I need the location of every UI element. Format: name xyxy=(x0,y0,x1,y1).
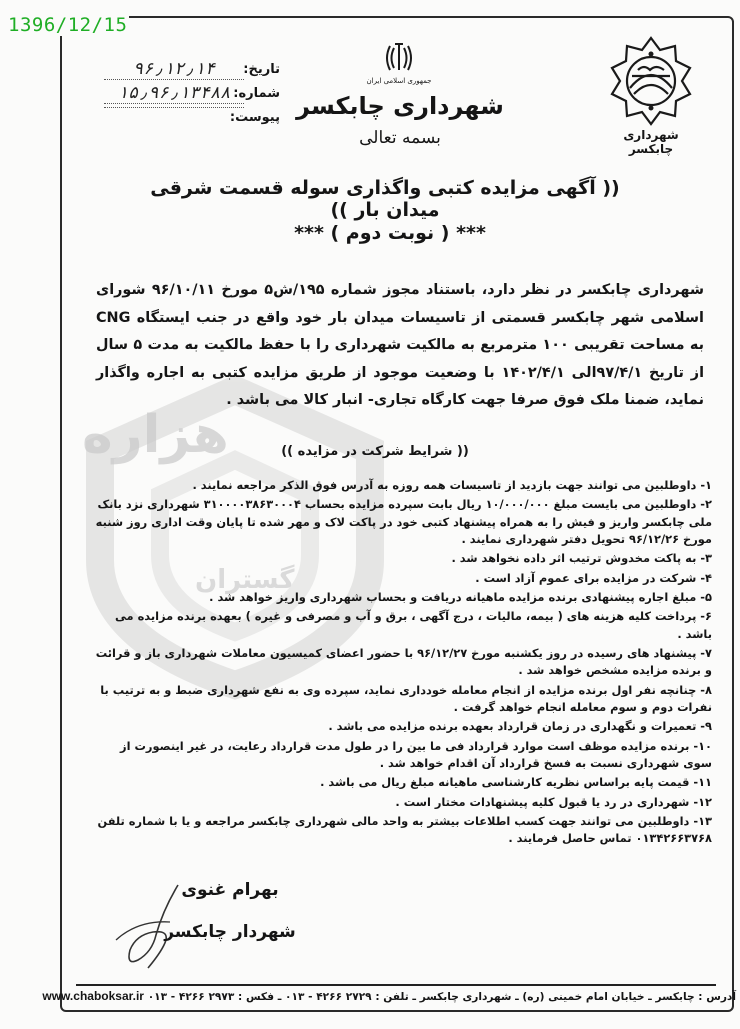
condition-item: ۱۳- داوطلبین می توانند جهت کسب اطلاعات بیشتر به واحد مالی شهرداری چابکسر مراجعه و یا با شماره تلفن ۰۱۳۴۲۶۶۳۷۶۸ تماس حاصل فرمایند . xyxy=(97,813,712,846)
scan-date-stamp: 1396/12/15 xyxy=(8,14,128,36)
footer-divider xyxy=(76,984,716,986)
condition-item: ۹- تعمیرات و نگهداری در زمان قرارداد بعهده برنده مزایده می باشد . xyxy=(328,719,712,734)
date-field xyxy=(80,59,280,84)
condition-item: ۱۲- شهرداری در رد یا قبول کلیه پیشنهادات مختار است . xyxy=(395,794,712,809)
date-value: ۹۶٫۱۲٫۱۴ xyxy=(104,59,244,80)
condition-item: ۷- پیشنهاد های رسیده در روز یکشنبه مورخ ۹۶/۱۲/۲۷ با حضور اعضای کمیسیون معاملات شهرداری باز و قرائت و برنده مزایده مشخص خواهد شد . xyxy=(95,645,712,678)
emblem-caption: جمهوری اسلامی ایران xyxy=(366,77,432,85)
number-value: ۱۵٫۹۶٫۱۳۴۸۸ xyxy=(104,83,244,104)
basmala: بسمه تعالی xyxy=(359,128,441,148)
footer-address-text: آدرس : چابکسر ـ خیابان امام خمینی (ره) ـ شهرداری چابکسر ـ تلفن : ۲۷۲۹ ۴۲۶۶ - ۰۱۳ ـ فکس : ۲۹۷۳ ۴۲۶۶ - ۰۱۳ xyxy=(147,991,736,1003)
condition-item: ۲- داوطلبین می بایست مبلغ ۱۰/۰۰۰/۰۰۰ ریال بابت سپرده مزایده بحساب ۳۱۰۰۰۰۳۸۶۳۰۰۰۴ شهرداری نزد بانک ملی چابکسر واریز و فیش را به همراه پیشنهاد کتبی خود در پاکت لاک و مهر شده تا پایان وقت اداری روز شنبه مورخ ۹۶/۱۲/۲۶ تحویل دفتر شهرداری نمایند . xyxy=(95,497,712,546)
footer-address xyxy=(42,989,736,1003)
condition-item: ۶- پرداخت کلیه هزینه های ( بیمه، مالیات ، درج آگهی ، برق و آب و مصرفی و غیره ) بعهده برنده مزایده می باشد . xyxy=(115,609,712,641)
attachment-value xyxy=(104,107,244,108)
date-label: تاریخ: xyxy=(243,62,280,77)
attachment-field xyxy=(80,110,280,132)
signer-title: شهردار چابکسر xyxy=(164,922,296,942)
condition-item: ۱۰- برنده مزایده موظف است موارد قرارداد فی ما بین را در طول مدت قرارداد رعایت، در غیر اینصورت از سوی شهرداری نسبت به فسخ قرارداد آن اقدام خواهد شد . xyxy=(120,738,712,770)
document-heading: (( آگهی مزایده کتبی واگذاری سوله قسمت شرقی میدان بار )) xyxy=(150,177,620,221)
intro-paragraph: شهرداری چابکسر در نظر دارد، باستناد مجوز شماره ۱۹۵/ش۵ مورخ ۹۶/۱۰/۱۱ شورای اسلامی شهر چابکسر قسمتی از تاسیسات میدان بار خود واقع در جنب ایستگاه CNG به مساحت تقریبی ۱۰۰ مترمربع به مالکیت شهرداری را با حفظ مالکیت به مدت ۵ سال از تاریخ ۹۷/۴/۱الی ۱۴۰۲/۴/۱ با وضعیت موجود از طریق مزایده کتبی به اجاره واگذار نماید، ضمنا ملک فوق صرفا جهت کارگاه تجاری- انبار کالا می باشد . xyxy=(96,282,705,408)
conditions-list xyxy=(92,477,712,850)
watermark-subtext: گستران xyxy=(195,565,295,595)
municipality-emblem-icon xyxy=(608,36,694,126)
number-field xyxy=(80,83,280,108)
condition-item: ۳- به پاکت مخدوش ترتیب اثر داده نخواهد شد . xyxy=(451,551,712,566)
municipality-logo xyxy=(600,36,702,156)
number-label: شماره: xyxy=(233,86,280,101)
conditions-title: (( شرایط شرکت در مزایده )) xyxy=(281,444,469,459)
condition-item: ۸- چنانچه نفر اول برنده مزایده از انجام معامله خودداری نماید، سپرده وی به نفع شهرداری ضبط و به ترتیب با نفرات دوم و سوم معامله انجام خواهد گرفت . xyxy=(100,682,712,714)
condition-item: ۵- مبلغ اجاره پیشنهادی برنده مزایده ماهیانه دریافت و بحساب شهرداری واریز خواهد شد . xyxy=(209,589,712,604)
organization-title: شهرداری چابکسر xyxy=(296,92,504,120)
attachment-label: پیوست: xyxy=(229,110,280,125)
iran-emblem-icon xyxy=(383,40,415,74)
publication-round: *** ( نوبت دوم ) *** xyxy=(294,222,486,244)
condition-item: ۴- شرکت در مزایده برای عموم آزاد است . xyxy=(475,570,712,585)
condition-item: ۱۱- قیمت پایه براساس نظریه کارشناسی ماهیانه مبلغ ریال می باشد . xyxy=(320,775,712,790)
signer-name: بهرام غنوی xyxy=(181,880,279,900)
logo-caption: شهرداری چابکسر xyxy=(623,128,679,156)
watermark-text: هزاره xyxy=(82,405,229,465)
condition-item: ۱- داوطلبین می توانند جهت بازدید از تاسیسات همه روزه به آدرس فوق الذکر مراجعه نمایند . xyxy=(192,478,712,492)
footer-website[interactable]: www.chaboksar.ir xyxy=(42,989,144,1003)
